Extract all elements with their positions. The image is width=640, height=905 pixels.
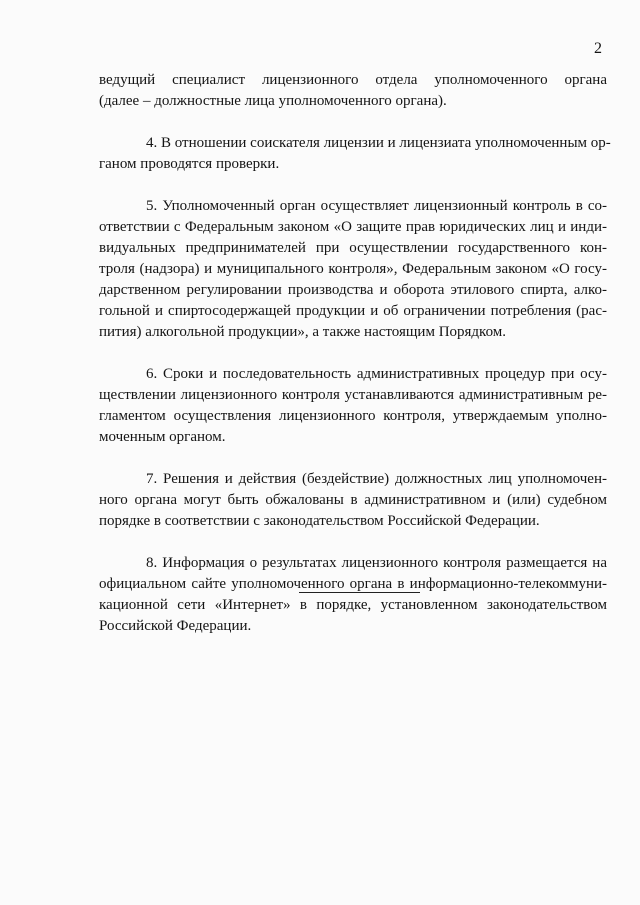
text-line: кационной сети «Интернет» в порядке, установленном законодательством <box>99 597 607 613</box>
text-line: Российской Федерации. <box>99 618 252 634</box>
text-line: ганом проводятся проверки. <box>99 156 280 172</box>
text-line: 8. Информация о результатах лицензионного контроля размещается на <box>146 555 607 571</box>
text-line: пития) алкогольной продукции», а также настоящим Порядком. <box>99 324 507 340</box>
paragraph-item-5 <box>99 196 607 343</box>
paragraph-continuation <box>99 70 607 112</box>
document-body <box>99 70 611 637</box>
paragraph-item-4 <box>99 133 611 175</box>
paragraph-item-7 <box>99 469 607 532</box>
text-line: гольной и спиртосодержащей продукции и об ограничении потребления (рас- <box>99 303 607 319</box>
text-line: 4. В отношении соискателя лицензии и лицензиата уполномоченным ор- <box>146 135 611 151</box>
end-of-document-rule <box>299 592 420 593</box>
text-line: дарственном регулировании производства и оборота этилового спирта, алко- <box>99 282 607 298</box>
text-line: ведущий специалист лицензионного отдела уполномоченного органа <box>99 72 607 88</box>
text-line: 6. Сроки и последовательность административных процедур при осу- <box>146 366 607 382</box>
text-line: официальном сайте уполномоченного органа в информационно-телекоммуни- <box>99 576 607 592</box>
paragraph-item-8 <box>99 553 607 637</box>
text-line: ного органа могут быть обжалованы в административном и (или) судебном <box>99 492 607 508</box>
text-line: 7. Решения и действия (бездействие) должностных лиц уполномочен- <box>146 471 607 487</box>
text-line: троля (надзора) и муниципального контроля», Федеральным законом «О госу- <box>99 261 607 277</box>
text-line: (далее – должностные лица уполномоченного органа). <box>99 93 447 109</box>
text-line: ответствии с Федеральным законом «О защите прав юридических лиц и инди- <box>99 219 607 235</box>
text-line: видуальных предпринимателей при осуществлении государственного кон- <box>99 240 607 256</box>
text-line: ществлении лицензионного контроля устанавливаются административным ре- <box>99 387 607 403</box>
paragraph-item-6 <box>99 364 607 448</box>
text-line: 5. Уполномоченный орган осуществляет лицензионный контроль в со- <box>146 198 607 214</box>
page-number: 2 <box>594 40 602 57</box>
text-line: гламентом осуществления лицензионного контроля, утверждаемым уполно- <box>99 408 607 424</box>
text-line: порядке в соответствии с законодательством Российской Федерации. <box>99 513 540 529</box>
text-line: моченным органом. <box>99 429 226 445</box>
